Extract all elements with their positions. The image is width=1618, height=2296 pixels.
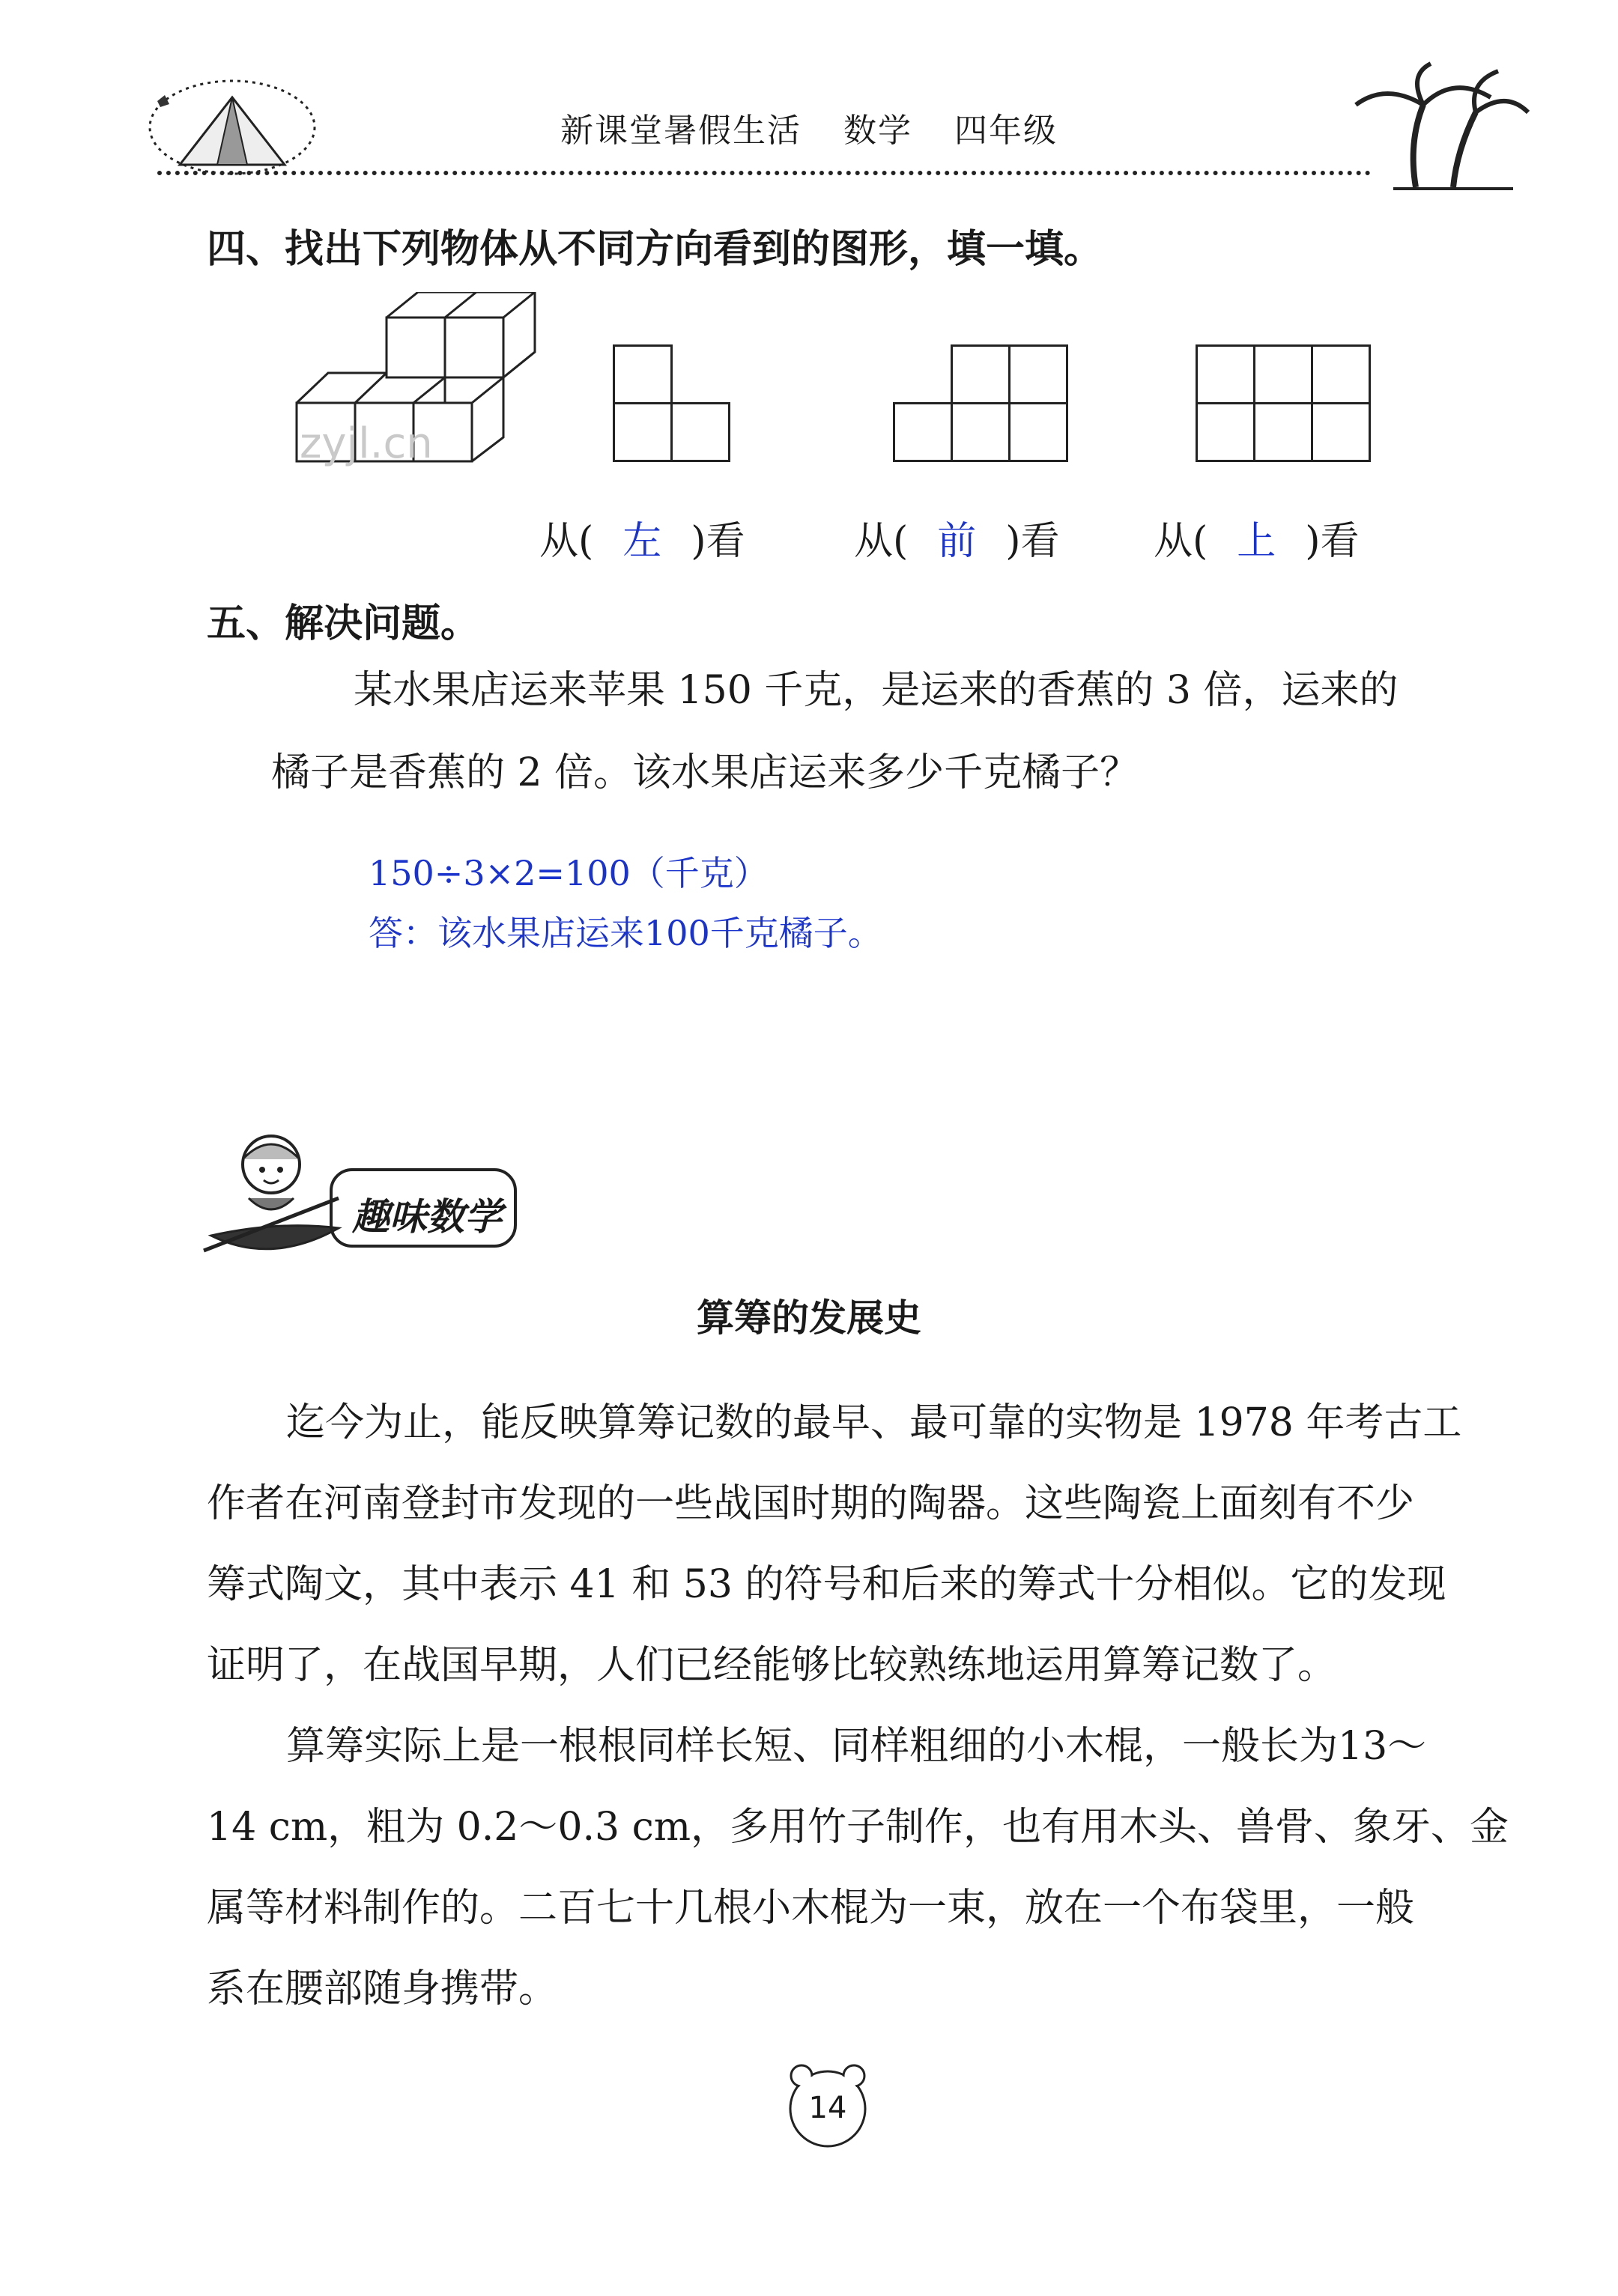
section5-title: 五、解决问题。 bbox=[207, 601, 480, 646]
header-book: 新课堂暑假生活 bbox=[560, 112, 802, 150]
view-label-top: 从( 上 )看 bbox=[1154, 509, 1360, 565]
header-subject: 数学 bbox=[843, 112, 912, 150]
watermark: zyjl.cn bbox=[300, 419, 433, 468]
left-view-grid bbox=[613, 344, 733, 464]
top-view-grid bbox=[1196, 344, 1375, 464]
header-grade: 四年级 bbox=[954, 112, 1058, 150]
problem-line-1: 某水果店运来苹果 150 千克，是运来的香蕉的 3 倍，运来的 bbox=[354, 668, 1399, 713]
page-number: 14 bbox=[808, 2091, 847, 2125]
kayak-kid-illustration bbox=[196, 1123, 346, 1266]
page-header bbox=[0, 103, 1618, 151]
answer-top: 上 bbox=[1237, 519, 1276, 564]
article-line-4: 证明了，在战国早期，人们已经能够比较熟练地运用算筹记数了。 bbox=[207, 1643, 1337, 1688]
header-divider bbox=[157, 171, 1371, 175]
article-line-6: 14 cm，粗为 0.2～0.3 cm，多用竹子制作，也有用木头、兽骨、象牙、金 bbox=[207, 1805, 1509, 1850]
answer-left: 左 bbox=[622, 519, 662, 564]
article-line-7: 属等材料制作的。二百七十几根小木棍为一束，放在一个布袋里，一般 bbox=[207, 1886, 1415, 1931]
section4-title: 四、找出下列物体从不同方向看到的图形，填一填。 bbox=[207, 227, 1103, 272]
solution-expression: 150÷3×2=100（千克） bbox=[369, 853, 769, 893]
fun-math-badge-label: 趣味数学 bbox=[352, 1195, 502, 1239]
article-line-2: 作者在河南登封市发现的一些战国时期的陶器。这些陶瓷上面刻有不少 bbox=[207, 1481, 1415, 1526]
answer-front: 前 bbox=[937, 519, 977, 564]
view-label-left: 从( 左 )看 bbox=[539, 509, 745, 565]
front-view-grid bbox=[893, 344, 1073, 464]
article-line-5: 算筹实际上是一根根同样长短、同样粗细的小木棍，一般长为13～ bbox=[286, 1724, 1427, 1769]
article-title: 算筹的发展史 bbox=[697, 1296, 921, 1340]
article-line-8: 系在腰部随身携带。 bbox=[207, 1967, 558, 2011]
solution-answer: 答：该水果店运来100千克橘子。 bbox=[369, 913, 882, 953]
article-line-3: 筹式陶文，其中表示 41 和 53 的符号和后来的筹式十分相似。它的发现 bbox=[207, 1562, 1446, 1607]
problem-line-2: 橘子是香蕉的 2 倍。该水果店运来多少千克橘子？ bbox=[271, 750, 1139, 795]
view-label-front: 从( 前 )看 bbox=[854, 509, 1060, 565]
article-line-1: 迄今为止，能反映算筹记数的最早、最可靠的实物是 1978 年考古工 bbox=[286, 1400, 1462, 1445]
